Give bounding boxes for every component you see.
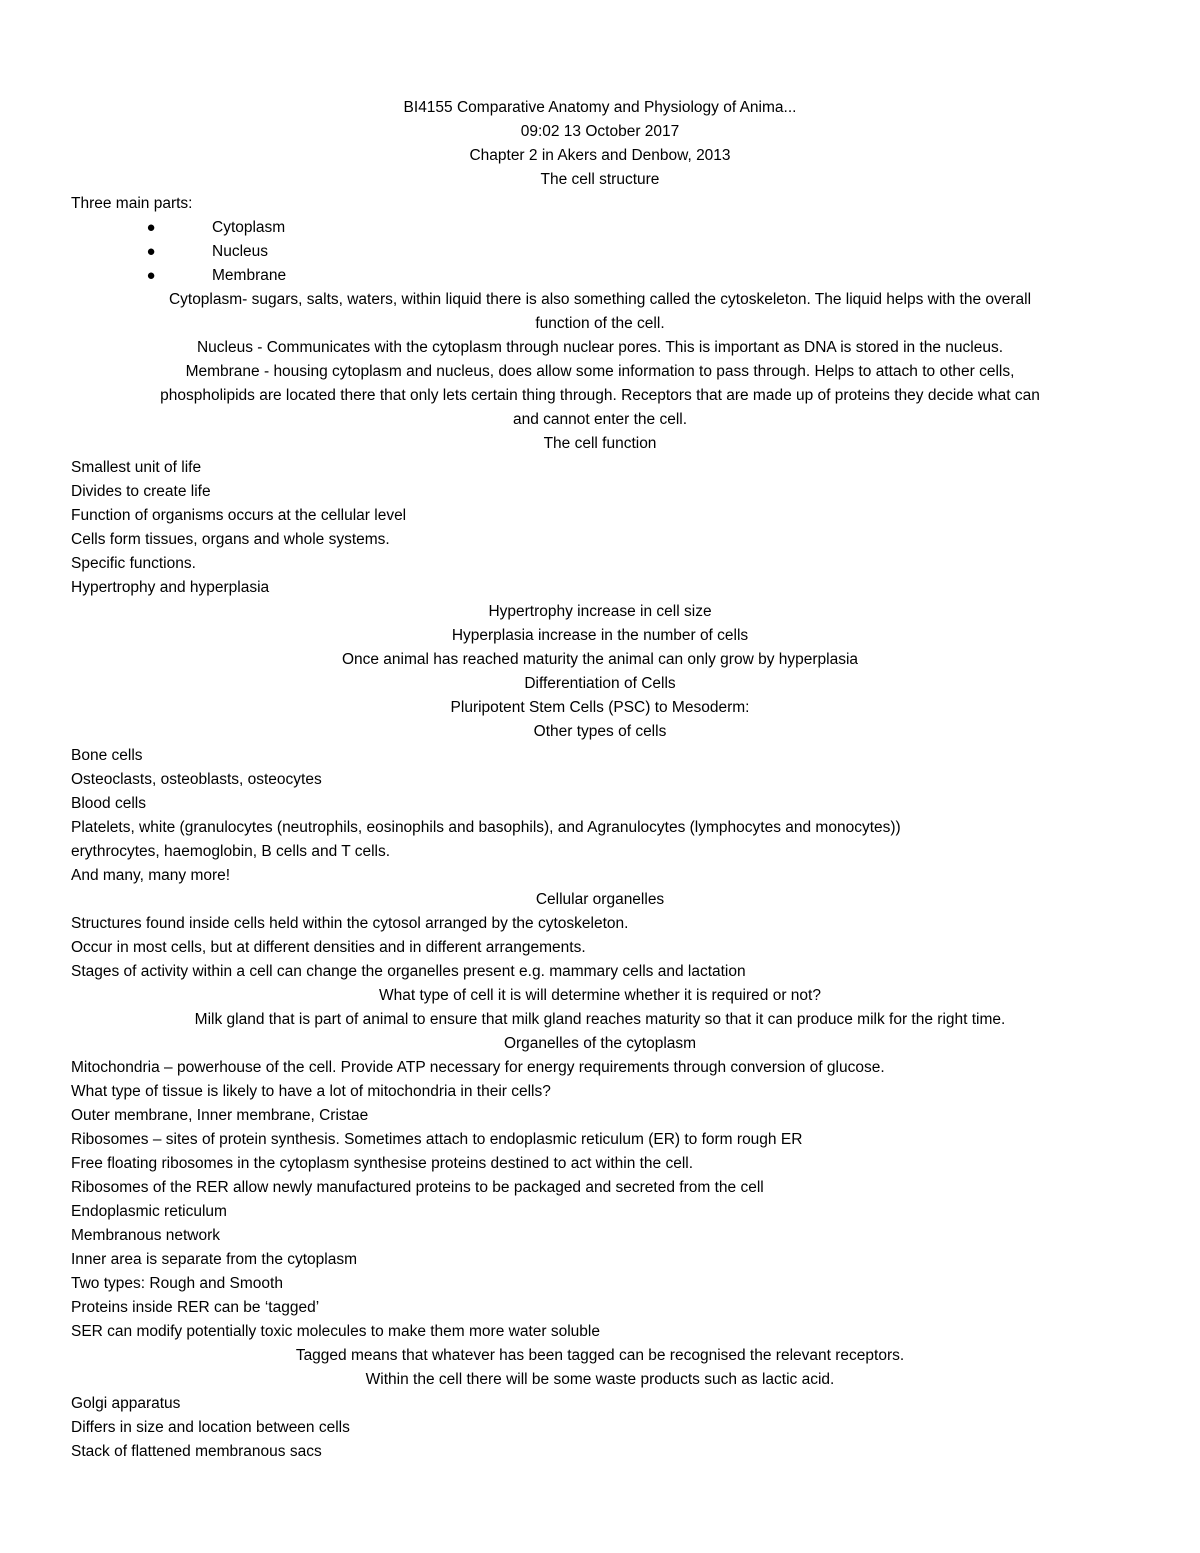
bullet-text: Cytoplasm xyxy=(212,219,286,236)
bullet-item xyxy=(71,216,1129,240)
centered-note: Pluripotent Stem Cells (PSC) to Mesoderm: xyxy=(450,699,750,716)
note-line: Platelets, white (granulocytes (neutrophils, eosinophils and basophils), and Agranulocytes (lymphocytes and monocytes)) xyxy=(71,819,901,836)
section-heading-organelles: Cellular organelles xyxy=(535,891,665,908)
centered-note: Within the cell there will be some waste products such as lactic acid. xyxy=(365,1371,835,1388)
note-line: Blood cells xyxy=(71,795,146,812)
bullet-icon: ● xyxy=(146,267,156,284)
chapter-reference: Chapter 2 in Akers and Denbow, 2013 xyxy=(469,147,731,164)
bullet-text: Nucleus xyxy=(212,243,268,260)
note-line: Occur in most cells, but at different densities and in different arrangements. xyxy=(71,939,586,956)
note-line: And many, many more! xyxy=(71,867,231,884)
centered-note: Other types of cells xyxy=(533,723,667,740)
note-line: Divides to create life xyxy=(71,483,211,500)
section-heading-cytoplasm-organelles: Organelles of the cytoplasm xyxy=(503,1035,697,1052)
note-line: Mitochondria – powerhouse of the cell. Provide ATP necessary for energy requirements through conversion of glucose. xyxy=(71,1059,885,1076)
membrane-paragraph-line: phospholipids are located there that only lets certain thing through. Receptors that are made up of proteins they decide what can xyxy=(160,387,1040,404)
bullet-text: Membrane xyxy=(212,267,287,284)
nucleus-paragraph: Nucleus - Communicates with the cytoplasm through nuclear pores. This is important as DNA is stored in the nucleus. xyxy=(196,339,1004,356)
note-line: Differs in size and location between cells xyxy=(71,1419,350,1436)
note-line: What type of tissue is likely to have a lot of mitochondria in their cells? xyxy=(71,1083,551,1100)
note-line: Osteoclasts, osteoblasts, osteocytes xyxy=(71,771,322,788)
note-line: Function of organisms occurs at the cellular level xyxy=(71,507,407,524)
document-title: BI4155 Comparative Anatomy and Physiology of Anima... xyxy=(403,99,797,116)
note-line: Inner area is separate from the cytoplasm xyxy=(71,1251,358,1268)
note-line: Golgi apparatus xyxy=(71,1395,181,1412)
note-line: erythrocytes, haemoglobin, B cells and T cells. xyxy=(71,843,391,860)
note-line: SER can modify potentially toxic molecules to make them more water soluble xyxy=(71,1323,600,1340)
note-line: Structures found inside cells held within the cytosol arranged by the cytoskeleton. xyxy=(71,915,629,932)
note-line: Two types: Rough and Smooth xyxy=(71,1275,283,1292)
centered-note: Hyperplasia increase in the number of cells xyxy=(451,627,749,644)
note-line: Membranous network xyxy=(71,1227,221,1244)
centered-note: Tagged means that whatever has been tagged can be recognised the relevant receptors. xyxy=(295,1347,905,1364)
centered-note: What type of cell it is will determine whether it is required or not? xyxy=(379,987,821,1004)
bullet-icon: ● xyxy=(146,219,156,236)
section-heading-cell-function: The cell function xyxy=(543,435,657,452)
intro-line: Three main parts: xyxy=(71,195,193,212)
note-line: Smallest unit of life xyxy=(71,459,202,476)
note-line: Outer membrane, Inner membrane, Cristae xyxy=(71,1107,369,1124)
bullet-icon: ● xyxy=(146,243,156,260)
note-line: Ribosomes – sites of protein synthesis. Sometimes attach to endoplasmic reticulum (ER) to form rough ER xyxy=(71,1131,803,1148)
bullet-item xyxy=(71,264,1129,288)
cytoplasm-paragraph-line: function of the cell. xyxy=(535,315,665,332)
document-datetime: 09:02 13 October 2017 xyxy=(520,123,680,140)
cytoplasm-paragraph-line: Cytoplasm- sugars, salts, waters, within liquid there is also something called the cytoskeleton. The liquid helps with the overall xyxy=(168,291,1032,308)
note-line: Stages of activity within a cell can change the organelles present e.g. mammary cells and lactation xyxy=(71,963,746,980)
note-line: Free floating ribosomes in the cytoplasm synthesise proteins destined to act within the cell. xyxy=(71,1155,694,1172)
note-line: Bone cells xyxy=(71,747,143,764)
document-page xyxy=(71,96,1129,1464)
note-line: Stack of flattened membranous sacs xyxy=(71,1443,322,1460)
centered-note: Once animal has reached maturity the animal can only grow by hyperplasia xyxy=(341,651,859,668)
membrane-paragraph-line: and cannot enter the cell. xyxy=(512,411,688,428)
note-line: Hypertrophy and hyperplasia xyxy=(71,579,270,596)
note-line: Proteins inside RER can be ‘tagged’ xyxy=(71,1299,320,1316)
note-line: Endoplasmic reticulum xyxy=(71,1203,227,1220)
note-line: Cells form tissues, organs and whole systems. xyxy=(71,531,390,548)
section-heading-cell-structure: The cell structure xyxy=(540,171,660,188)
membrane-paragraph-line: Membrane - housing cytoplasm and nucleus, does allow some information to pass through. Helps to attach to other cells, xyxy=(185,363,1015,380)
centered-note: Differentiation of Cells xyxy=(524,675,676,692)
centered-note: Hypertrophy increase in cell size xyxy=(488,603,712,620)
note-line: Ribosomes of the RER allow newly manufactured proteins to be packaged and secreted from the cell xyxy=(71,1179,764,1196)
bullet-item xyxy=(71,240,1129,264)
note-line: Specific functions. xyxy=(71,555,196,572)
centered-note: Milk gland that is part of animal to ensure that milk gland reaches maturity so that it can produce milk for the right time. xyxy=(194,1011,1006,1028)
